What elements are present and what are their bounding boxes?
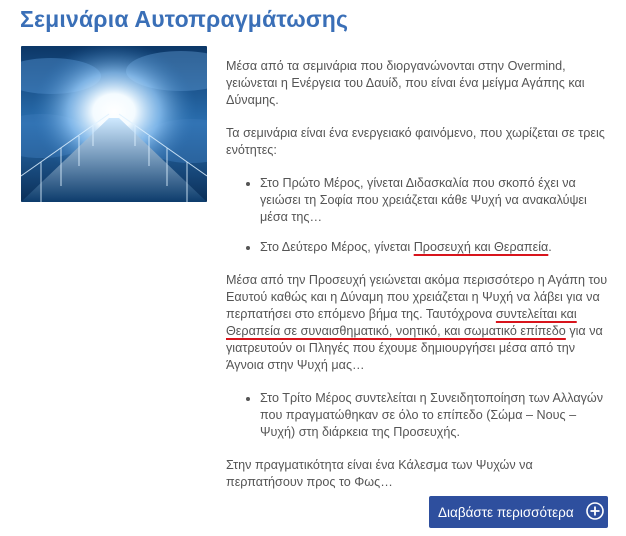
read-more-button[interactable] bbox=[429, 496, 608, 528]
heaven-bridge-illustration bbox=[21, 46, 207, 202]
list-item-text: . bbox=[548, 240, 552, 254]
article-body bbox=[226, 58, 611, 507]
heaven-bridge-image bbox=[21, 46, 207, 202]
prayer-paragraph bbox=[226, 272, 611, 374]
plus-circle-icon bbox=[586, 502, 604, 520]
sections-paragraph: Τα σεμινάρια είναι ένα ενεργειακό φαινόμενο, που χωρίζεται σε τρεις ενότητες: bbox=[226, 126, 605, 157]
list-item bbox=[260, 239, 611, 256]
paragraph-text: για να γιατρευτούν οι Πληγές που έχουμε δημιουργήσει μέσα από την Άγνοια στην Ψυχή μας… bbox=[226, 324, 603, 372]
paragraph-text: Μέσα από την Προσευχή γειώνεται ακόμα περισσότερο η Αγάπη του Εαυτού καθώς και η Δύναμη που χρειάζεται η Ψυχή να λάβει για να περπατήσει στο επόμενο βήμα της. Ταυτόχρονα bbox=[226, 273, 608, 321]
intro-paragraph: Μέσα από τα σεμινάρια που διοργανώνονται στην Overmind, γειώνεται η Ενέργεια του Δαυίδ, που είναι ένα μείγμα Αγάπης και Δύναμης. bbox=[226, 59, 585, 107]
list-item: • Στο Τρίτο Μέρος συντελείται η Συνειδητοποίηση των Αλλαγών που πραγματώθηκαν σε όλο το επίπεδο (Σώμα – Νους – Ψυχή) στη διάρκεια της Προσευχής. bbox=[260, 390, 611, 441]
list-item: • Στο Πρώτο Μέρος, γίνεται Διδασκαλία που σκοπό έχει να γειώσει τη Σοφία που χρειάζεται κάθε Ψυχή να ανακαλύψει μέσα της… bbox=[260, 175, 611, 226]
read-more-label: Διαβάστε περισσότερα bbox=[438, 504, 574, 520]
page-title: Σεμινάρια Αυτοπραγμάτωσης bbox=[20, 6, 349, 32]
prayer-healing-highlight: Προσευχή και Θεραπεία bbox=[413, 240, 549, 254]
closing-paragraph: Στην πραγματικότητα είναι ένα Κάλεσμα των Ψυχών να περπατήσουν προς το Φως… bbox=[226, 458, 533, 489]
healing-levels-highlight: συντελείται και Θεραπεία σε συναισθηματικό, νοητικό, και σωματικό επίπεδο bbox=[226, 307, 577, 338]
third-section-list bbox=[226, 390, 611, 441]
list-item-text: Στο Δεύτερο Μέρος, γίνεται bbox=[260, 240, 414, 254]
sections-list bbox=[226, 175, 611, 256]
